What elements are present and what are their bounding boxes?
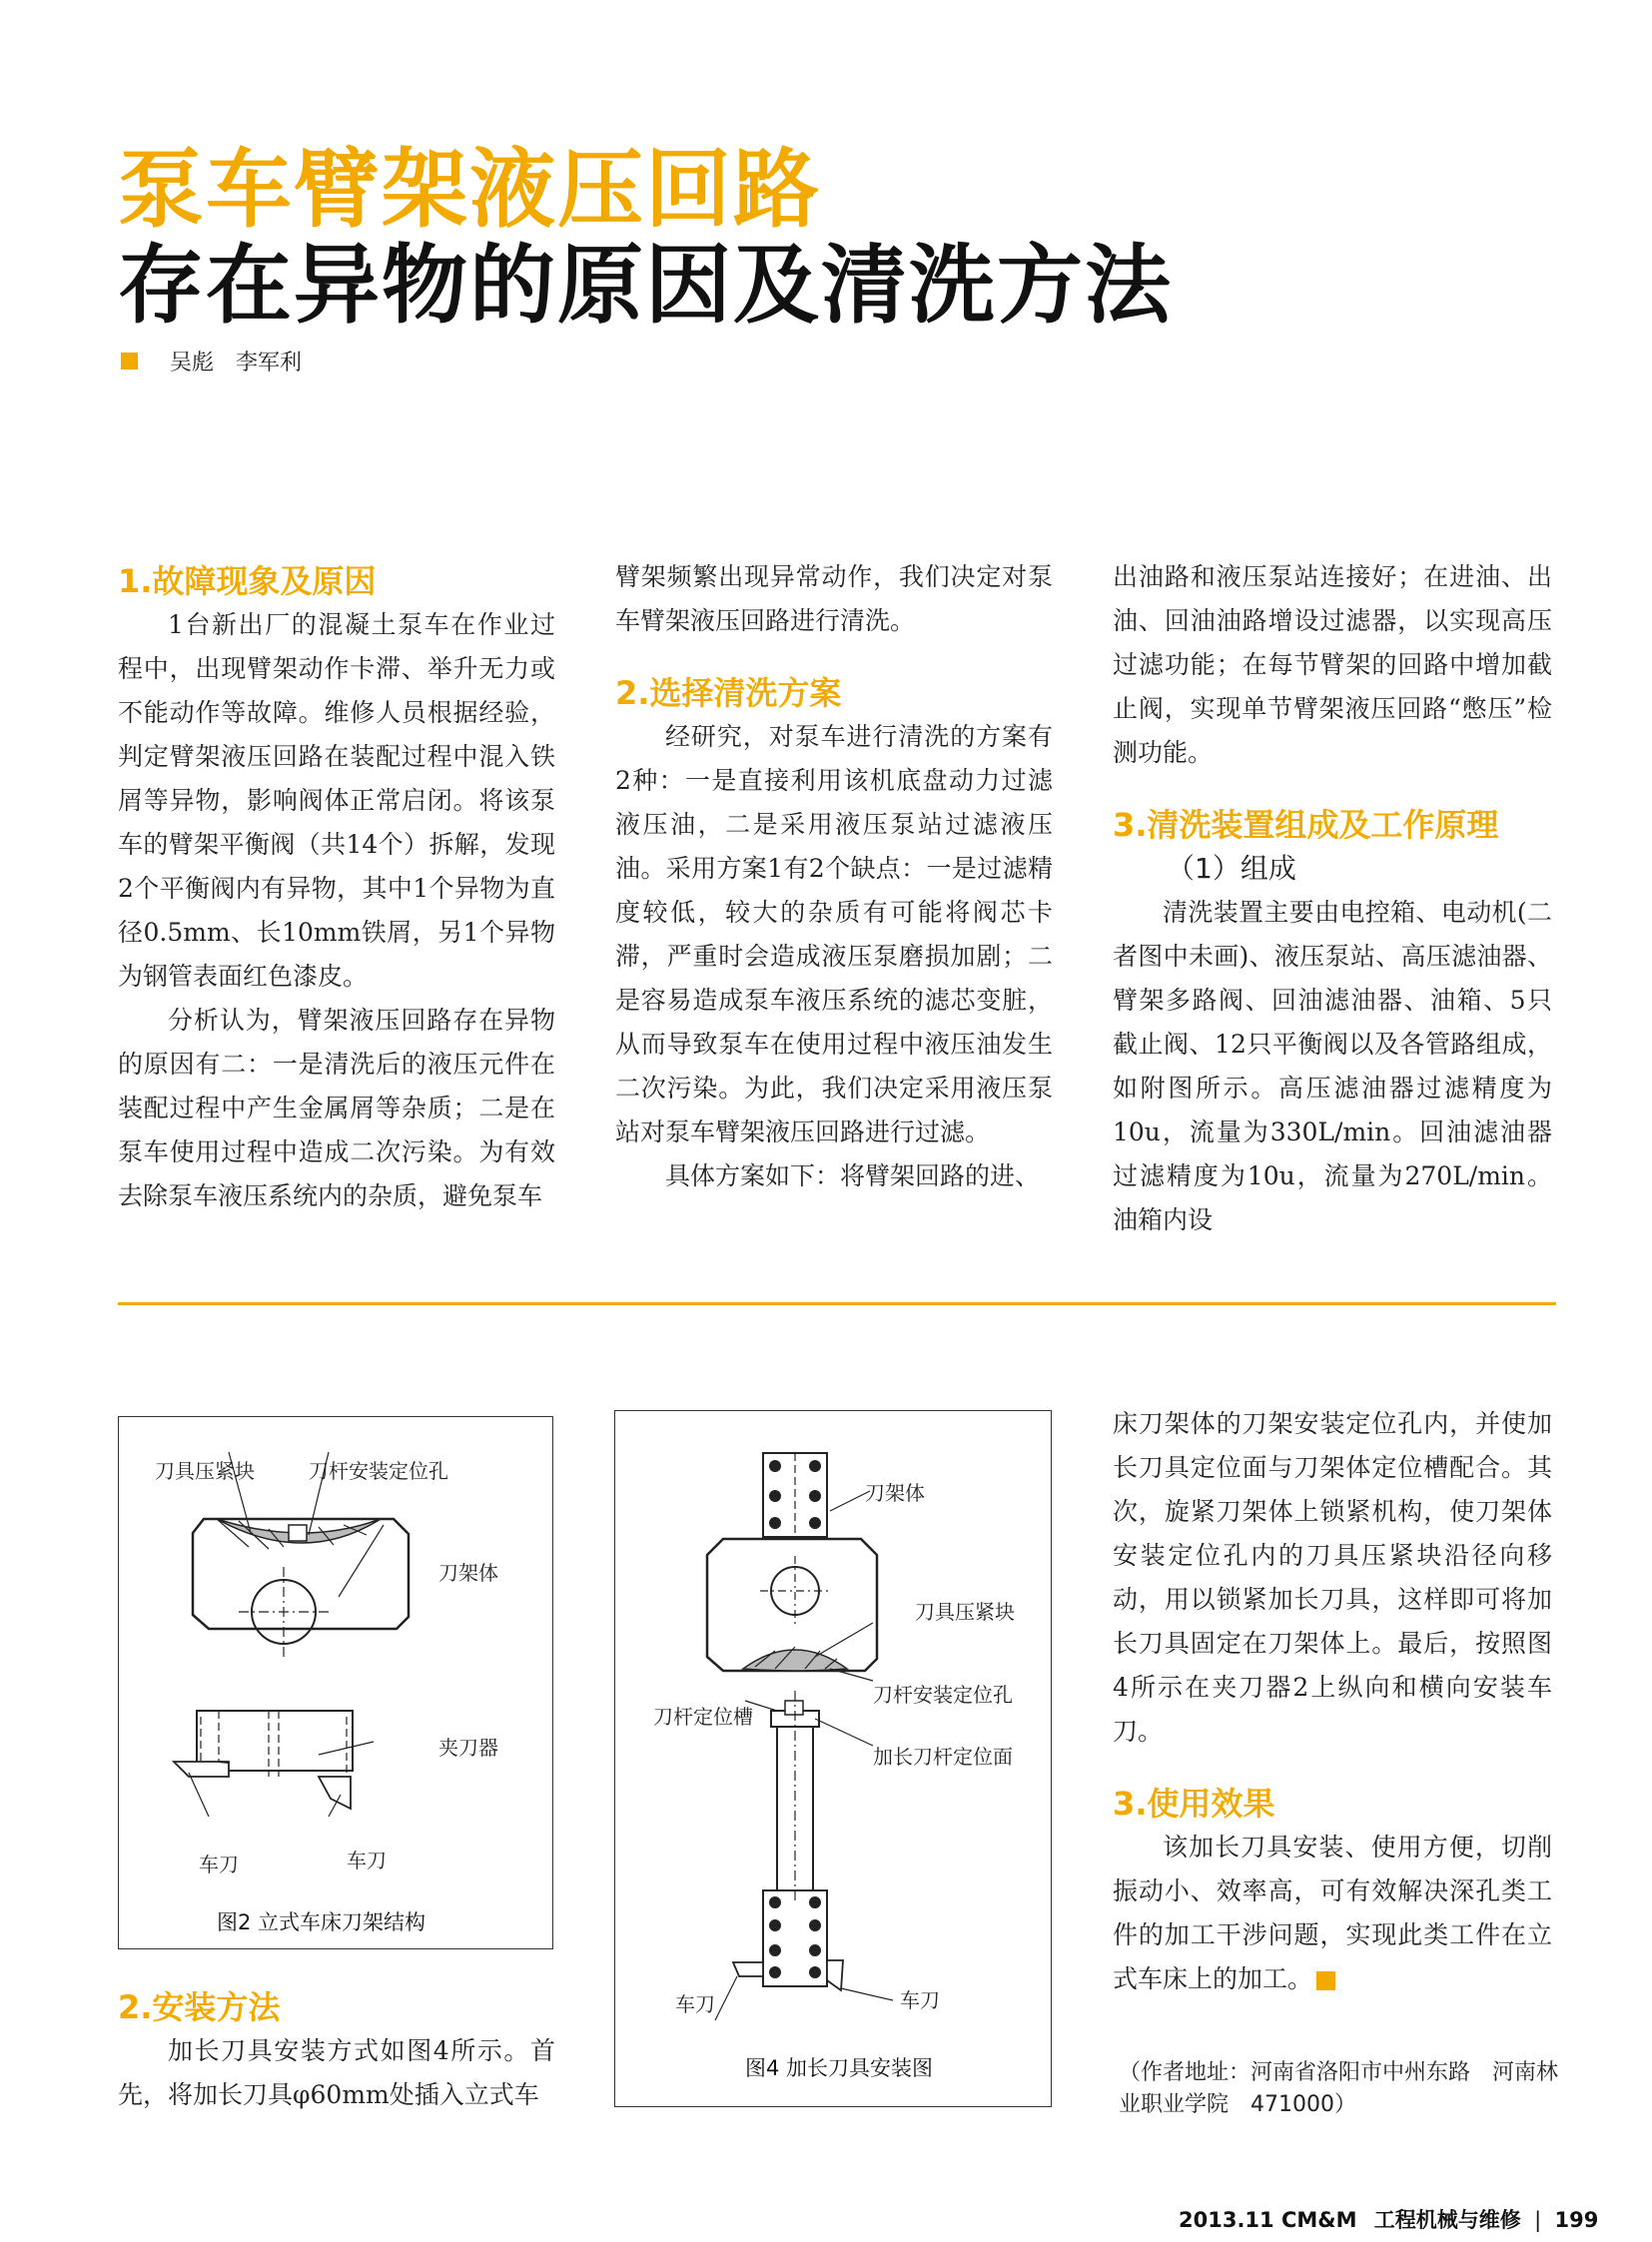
footer-journal: 工程机械与维修 (1373, 2208, 1521, 2232)
effect-paragraph-text: 该加长刀具安装、使用方便，切削振动小、效率高，可有效解决深孔类工件的加工干涉问题，实现此类工件在立式车床上的加工。 (1113, 1833, 1552, 1993)
fig4-label-tool-left: 车刀 (675, 1992, 715, 2016)
page-footer (1179, 2204, 1598, 2234)
title-line-2: 存在异物的原因及清洗方法 (118, 236, 1173, 336)
section3-subheading: （1）组成 (1167, 852, 1296, 885)
footer-page-number: 199 (1554, 2208, 1599, 2232)
end-marker-square (1316, 1971, 1335, 1990)
upper-column-3 (1113, 555, 1552, 1242)
footer-separator: | (1534, 2208, 1542, 2232)
fig4-label-locating-face: 加长刀杆定位面 (873, 1745, 1013, 1769)
section2-paragraph-2: 具体方案如下：将臂架回路的进、 (665, 1161, 1041, 1190)
section2-paragraph-2-cont: 出油路和液压泵站连接好；在进油、出油、回油油路增设过滤器，以实现高压过滤功能；在每节臂架的回路中增加截止阀，实现单节臂架液压回路“憋压”检测功能。 (1113, 562, 1552, 767)
upper-column-2 (615, 555, 1053, 1198)
author-marker-square (121, 353, 138, 370)
section3-heading: 3.清洗装置组成及工作原理 (1113, 806, 1499, 844)
fig4-caption: 图4 加长刀具安装图 (745, 2056, 934, 2080)
section2-heading: 2.选择清洗方案 (615, 674, 842, 712)
fig2-caption: 图2 立式车床刀架结构 (217, 1910, 426, 1934)
install-heading: 2.安装方法 (118, 1988, 281, 2026)
effect-paragraph-1 (1113, 1826, 1552, 2001)
install-paragraph-1-cont: 床刀架体的刀架安装定位孔内，并使加长刀具定位面与刀架体定位槽配合。其次，旋紧刀架体上锁紧机构，使刀架体安装定位孔内的刀具压紧块沿径向移动，用以锁紧加长刀具，这样即可将加长刀具固定在刀架体上。最后，按照图4所示在夹刀器2上纵向和横向安装车刀。 (1113, 1409, 1552, 1746)
authors: 吴彪 李军利 (170, 351, 303, 375)
fig2-label-tool-left: 车刀 (199, 1853, 239, 1876)
fig4-label-mount-hole: 刀杆安装定位孔 (873, 1683, 1013, 1707)
section-divider (118, 1302, 1556, 1305)
section1-paragraph-2-cont: 臂架频繁出现异常动作，我们决定对泵车臂架液压回路进行清洗。 (615, 562, 1053, 635)
section3-paragraph-1: 清洗装置主要由电控箱、电动机(二者图中未画)、液压泵站、高压滤油器、臂架多路阀、回油滤油器、油箱、5只截止阀、12只平衡阀以及各管路组成，如附图所示。高压滤油器过滤精度为10u，流量为330L/min。回油滤油器过滤精度为10u，流量为270L/min。油箱内设 (1113, 898, 1552, 1234)
fig4-label-clamp-block: 刀具压紧块 (915, 1600, 1015, 1624)
fig2-label-mount-hole: 刀杆安装定位孔 (309, 1459, 448, 1483)
section1-paragraph-1: 1台新出厂的混凝土泵车在作业过程中，出现臂架动作卡滞、举升无力或不能动作等故障。维修人员根据经验，判定臂架液压回路在装配过程中混入铁屑等异物，影响阀体正常启闭。将该泵车的臂架平衡阀（共14个）拆解，发现2个平衡阀内有异物，其中1个异物为直径0.5mm、长10mm铁屑，另1个异物为钢管表面红色漆皮。 (118, 610, 555, 991)
footer-issue: 2013.11 CM&M (1179, 2208, 1357, 2232)
fig2-label-tool-body: 刀架体 (438, 1561, 498, 1585)
install-paragraph-1: 加长刀具安装方式如图4所示。首先，将加长刀具φ60mm处插入立式车 (118, 2036, 555, 2109)
fig4-label-tool-right: 车刀 (900, 1988, 940, 2012)
figure-2 (118, 1416, 553, 1949)
lower-column-3 (1113, 1402, 1552, 2001)
author-address: （作者地址：河南省洛阳市中州东路 河南林业职业学院 471000） (1119, 2060, 1559, 2117)
fig2-label-tool-holder: 夹刀器 (438, 1736, 498, 1760)
section1-heading: 1.故障现象及原因 (118, 562, 377, 600)
fig4-label-locating-slot: 刀杆定位槽 (653, 1705, 753, 1729)
upper-column-1 (118, 559, 555, 1218)
effect-heading: 3.使用效果 (1113, 1785, 1275, 1823)
title-line-1: 泵车臂架液压回路 (118, 140, 821, 240)
section2-paragraph-1: 经研究，对泵车进行清洗的方案有2种：一是直接利用该机底盘动力过滤液压油，二是采用液压泵站过滤液压油。采用方案1有2个缺点：一是过滤精度较低，较大的杂质有可能将阀芯卡滞，严重时会造成液压泵磨损加剧；二是容易造成泵车液压系统的滤芯变脏，从而导致泵车在使用过程中液压油发生二次污染。为此，我们决定采用液压泵站对泵车臂架液压回路进行过滤。 (615, 722, 1053, 1146)
fig2-label-clamp-block: 刀具压紧块 (155, 1459, 255, 1483)
figure-4 (614, 1410, 1052, 2107)
lower-column-1 (118, 1985, 555, 2117)
section1-paragraph-2: 分析认为，臂架液压回路存在异物的原因有二：一是清洗后的液压元件在装配过程中产生金属屑等杂质；二是在泵车使用过程中造成二次污染。为有效去除泵车液压系统内的杂质，避免泵车 (118, 1006, 555, 1210)
fig2-label-tool-right: 车刀 (347, 1849, 387, 1872)
figure-2-drawing (119, 1417, 552, 1948)
fig4-label-tool-body: 刀架体 (865, 1481, 925, 1505)
